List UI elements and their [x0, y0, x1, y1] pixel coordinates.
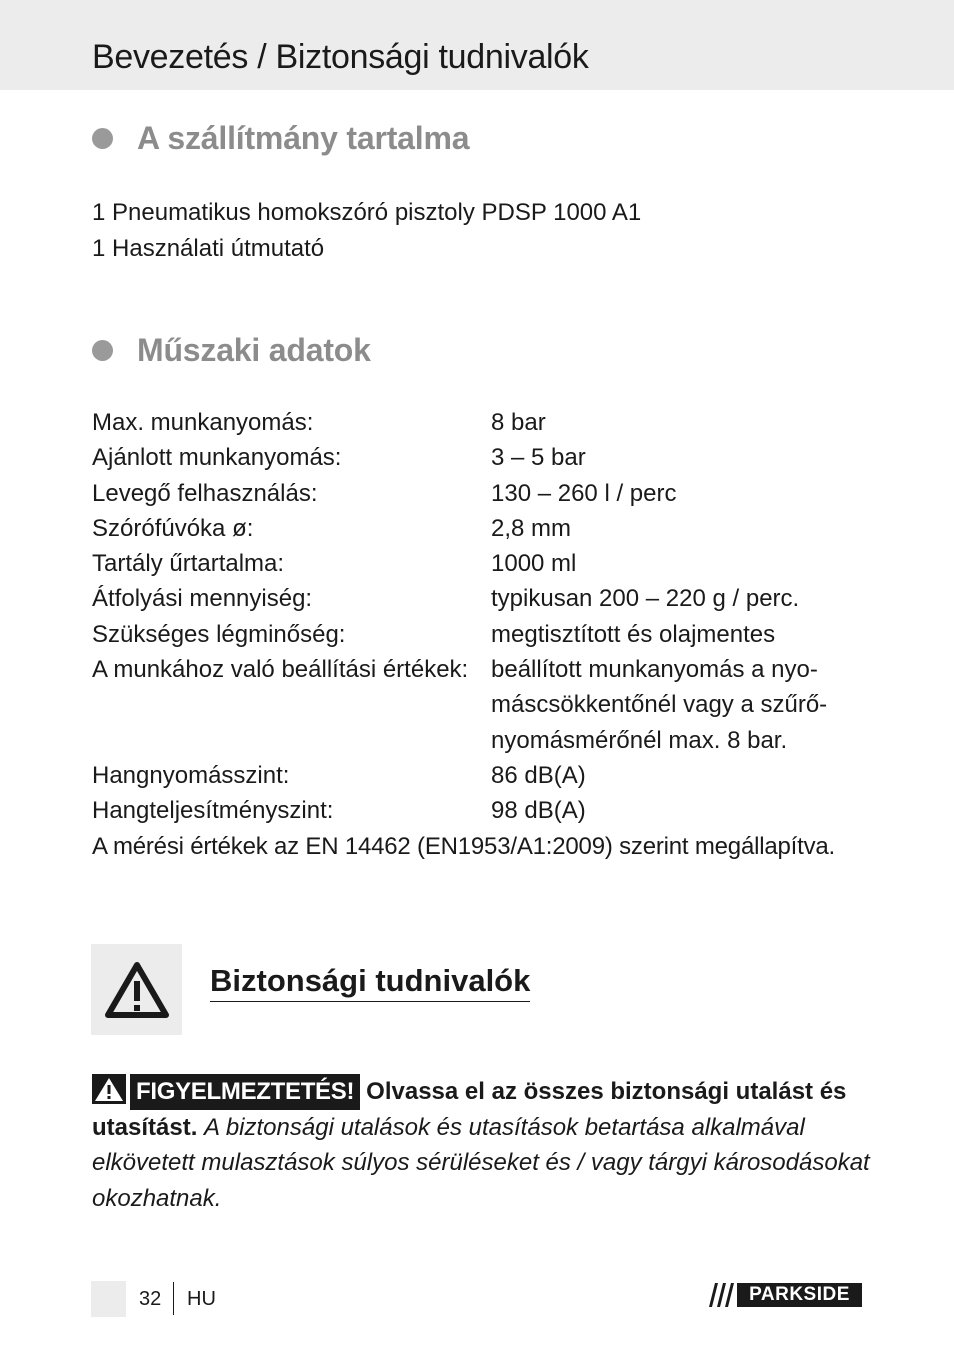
- spec-row: [92, 758, 892, 793]
- spec-value: [491, 758, 892, 793]
- spec-row: [92, 652, 892, 758]
- spec-value-line: megtisztított és olajmentes: [491, 620, 776, 648]
- specs-heading-label: Műszaki adatok: [137, 331, 371, 368]
- language-code: HU: [187, 1288, 216, 1310]
- spec-label: Tartály űrtartalma:: [92, 550, 285, 578]
- footer-box: [91, 1281, 126, 1317]
- warning-paragraph: [92, 1074, 872, 1216]
- spec-value: [491, 476, 892, 511]
- spec-row: [92, 511, 892, 546]
- safety-icon-box: [91, 944, 182, 1035]
- spec-value-line: 2,8 mm: [491, 514, 572, 542]
- spec-label: Hangnyomásszint:: [92, 761, 290, 789]
- spec-value: [491, 581, 892, 616]
- spec-value-line: 86 dB(A): [491, 761, 586, 789]
- warning-badge: FIGYELMEZTETÉS!: [130, 1074, 360, 1110]
- spec-value: [491, 652, 892, 758]
- spec-value-line: 1000 ml: [491, 550, 577, 578]
- spec-value-line: typikusan 200 – 220 g / perc.: [491, 585, 800, 613]
- spec-value-line: 98 dB(A): [491, 797, 586, 825]
- spec-value-line: 8 bar: [491, 409, 546, 436]
- spec-value: [491, 617, 892, 652]
- measurement-note: A mérési értékek az EN 14462 (EN1953/A1:2009) szerint megállapítva.: [92, 832, 835, 860]
- brand-name: PARKSIDE: [737, 1283, 862, 1307]
- spec-label: Ajánlott munkanyomás:: [92, 444, 342, 472]
- spec-label: A munkához való beállítási értékek:: [92, 656, 469, 684]
- spec-row: [92, 440, 892, 475]
- specs-heading: [92, 330, 371, 370]
- delivery-heading-label: A szállítmány tartalma: [137, 119, 470, 156]
- spec-value: [491, 546, 892, 581]
- spec-value-line: 3 – 5 bar: [491, 444, 586, 472]
- bullet-icon: [92, 128, 113, 149]
- delivery-list: [92, 195, 641, 266]
- specs-table: [92, 405, 892, 864]
- spec-label: Szórófúvóka ø:: [92, 514, 254, 542]
- footer-divider: [173, 1282, 174, 1315]
- spec-label: Max. munkanyomás:: [92, 409, 314, 436]
- brand-stripes-icon: [705, 1283, 737, 1307]
- warning-inline-icon: [92, 1074, 126, 1104]
- spec-value: [491, 511, 892, 546]
- warning-bold-text: utalást és utasítást.: [92, 1078, 847, 1141]
- spec-label: Hangteljesítményszint:: [92, 797, 334, 825]
- spec-row: [92, 476, 892, 511]
- spec-label: Átfolyási mennyiség:: [92, 585, 313, 613]
- spec-row: [92, 405, 892, 440]
- spec-row: [92, 581, 892, 616]
- delivery-heading: [92, 118, 469, 158]
- spec-value: [491, 440, 892, 475]
- warning-bold-text: Olvassa el az összes biztonsági: [366, 1078, 729, 1105]
- warning-triangle-icon: [104, 961, 170, 1019]
- spec-value: [491, 793, 892, 828]
- list-item: 1 Használati útmutató: [92, 234, 325, 262]
- spec-label: Levegő felhasználás:: [92, 479, 318, 507]
- page-number: 32: [139, 1288, 162, 1310]
- list-item: 1 Pneumatikus homokszóró pisztoly PDSP 1000 A1: [92, 199, 642, 226]
- spec-value-line: máscsökkentőnél vagy a szűrő-: [491, 691, 828, 719]
- spec-row: [92, 546, 892, 581]
- spec-value-line: nyomásmérőnél max. 8 bar.: [491, 726, 788, 754]
- page-title: Bevezetés / Biztonsági tudnivalók: [92, 38, 589, 76]
- bullet-icon: [92, 340, 113, 361]
- spec-label: Szükséges légminőség:: [92, 620, 346, 648]
- spec-value: [491, 405, 892, 440]
- spec-value-line: beállított munkanyomás a nyo-: [491, 656, 818, 684]
- spec-row: [92, 617, 892, 652]
- warning-italic-text: A biztonsági utalások és utasítások betartása alkalmával elkövetett mulasztások súlyos sérüléseket és / vagy tárgyi károsodásokat okozhatnak.: [92, 1113, 870, 1212]
- safety-title: Biztonsági tudnivalók: [210, 963, 530, 1002]
- spec-row: [92, 793, 892, 828]
- brand-logo: [705, 1283, 862, 1307]
- spec-value-line: 130 – 260 l / perc: [491, 479, 677, 507]
